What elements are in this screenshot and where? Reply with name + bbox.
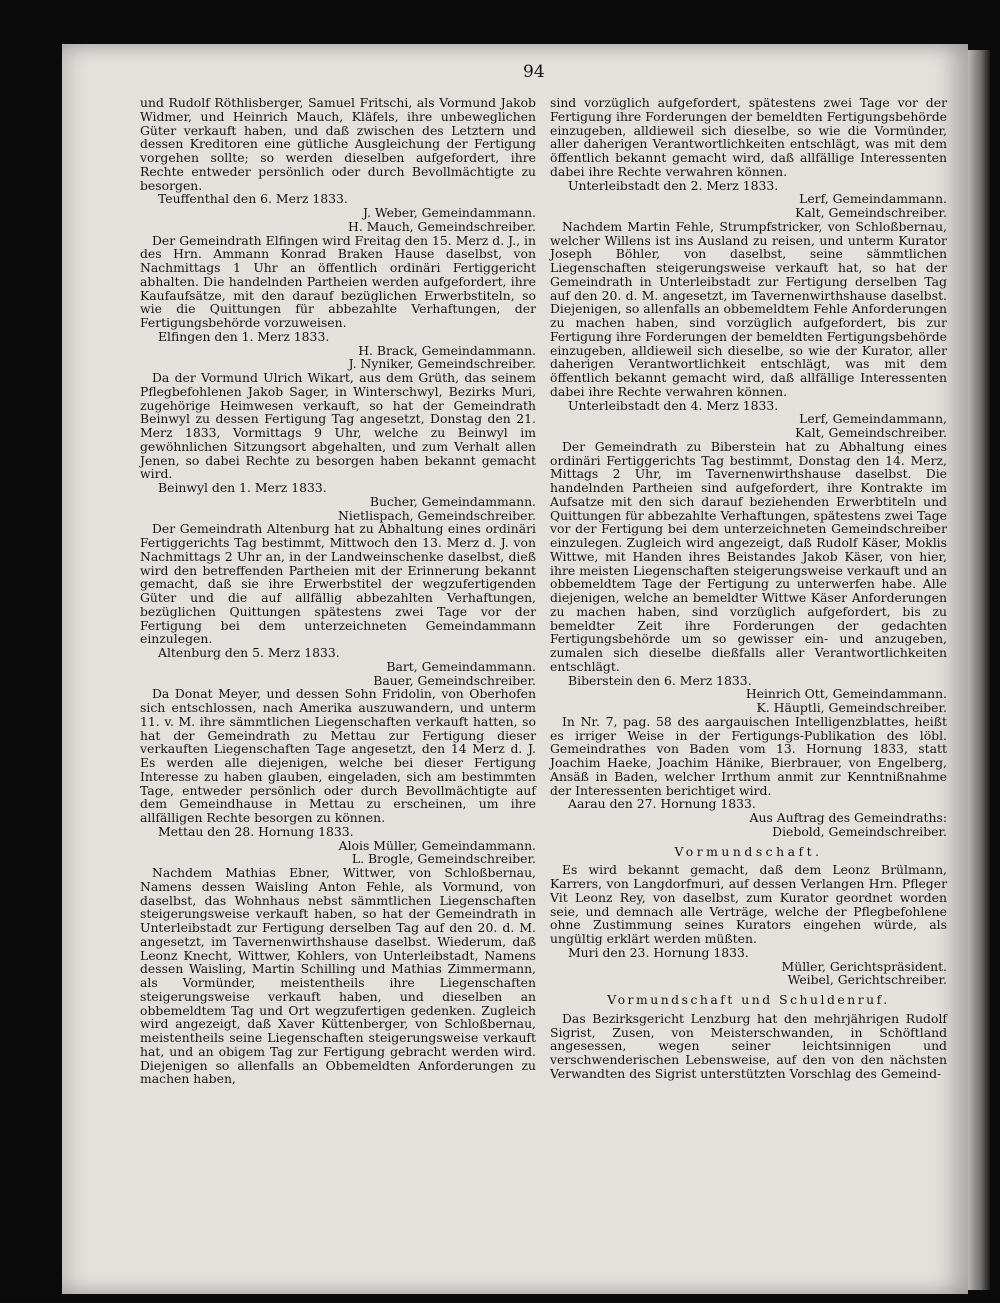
signature-ammann: Lerf, Gemeindammann. (799, 191, 947, 207)
notice-date: Beinwyl den 1. Merz 1833. (158, 480, 327, 495)
notice-text: sind vorzüglich aufgefordert, spätestens zwei Tage vor der Fertigung ihre Forderungen der bemeldten Fertigungsbehörde einzugeben, alldieweil sich dieselbe, so wie die Vormünder, aller daherigen Verantwortlichkeiten entschlägt, was mit dem öffentlich bekannt gemacht wird, daß allfällige Interessenten dabei ihre Rechte verwahren können. (550, 95, 947, 179)
notice-text: Nachdem Mathias Ebner, Wittwer, von Schloßbernau, Namens dessen Waisling Anton Fehle, als Vormund, von daselbst, das Wohnhaus nebst sämmtlichen Liegenschaften steigerungsweise verkauft haben, so hat der Gemeindrath in Unterleibstadt zur Fertigung derselben Tag auf den 20. d. M. angesetzt, im Tavernenwirthshause daselbst. Wiederum, daß Leonz Knecht, Wittwer, Kohlers, von Unterleibstadt, Namens dessen Waisling, Martin Schilling und Mathias Zimmermann, als Vormünder, meistentheils ihre Liegenschaften steigerungsweise verkauft haben, und dieselben an obbemeldtem Tag und Ort wegzufertigen gedenken. Zugleich wird angezeigt, daß Xaver Küttenberger, von Schloßbernau, meistentheils seine Liegenschaften steigerungsweise verkauft hat, und an obigem Tag zur Fertigung gebracht werden wird. Diejenigen so allenfalls an Obbemeldten Anforderungen zu machen haben, (140, 865, 536, 1087)
notice-text: Der Gemeindrath Elfingen wird Freitag den 15. Merz d. J., in des Hrn. Ammann Konrad Braken Hause daselbst, von Nachmittags 1 Uhr an öffentlich ordinäri Fertiggericht abhalten. Die handelnden Partheien werden aufgefordert, ihre Kaufaufsätze, mit den darauf bezüglichen Erwerbstiteln, so wie die Quittungen für abbezahlte Verhaftungen, der Fertigungsbehörde vorzuweisen. (140, 232, 536, 330)
signature-ammann: Alois Müller, Gemeindammann. (338, 837, 536, 853)
notice-date: Biberstein den 6. Merz 1833. (568, 672, 752, 688)
notice-date: Teuffenthal den 6. Merz 1833. (158, 191, 348, 207)
notice-date: Mettau den 28. Hornung 1833. (158, 823, 354, 839)
page-edge-shadow (968, 50, 990, 1290)
notice-text: Es wird bekannt gemacht, daß dem Leonz Brülmann, Karrers, von Langdorfmuri, auf dessen Verlangen Hrn. Pfleger Vit Leonz Rey, von daselbst, zum Kurator geordnet worden seie, und demnach alle Verträge, welche der Pflegbefohlene ohne Zustimmung seines Kurators eingehen würde, als ungültig erklärt werden müßten. (550, 862, 947, 946)
signature-praesident: Müller, Gerichtspräsident. (781, 958, 947, 974)
notice-date: Unterleibstadt den 2. Merz 1833. (568, 177, 779, 193)
notice-date: Elfingen den 1. Merz 1833. (158, 328, 330, 344)
signature-schreiber: Kalt, Gemeindschreiber. (795, 205, 947, 220)
signature-ammann: H. Brack, Gemeindammann. (358, 342, 536, 358)
signature-schreiber: Weibel, Gerichtschreiber. (787, 972, 947, 988)
notice-date: Altenburg den 5. Merz 1833. (158, 645, 340, 660)
signature-schreiber: L. Brogle, Gemeindschreiber. (351, 851, 536, 867)
signature-schreiber: J. Nyniker, Gemeindschreiber. (348, 356, 536, 372)
signature-ammann: Bart, Gemeindammann. (386, 658, 536, 674)
signature-schreiber: Kalt, Gemeindschreiber. (795, 425, 947, 440)
signature-schreiber: Diebold, Gemeindschreiber. (772, 823, 947, 839)
notice-text: Der Gemeindrath Altenburg hat zu Abhaltung eines ordinäri Fertiggerichts Tag bestimmt, Mittwoch den 13. Merz d. J. von Nachmittags 2 Uhr an, in der Landweinschenke daselbst, dieß wird den betreffenden Partheien mit der Erinnerung bekannt gemacht, daß sie ihre Erwerbstitel der wegzufertigenden Güter und die auf allfällig abbezahlten Verhaftungen, bezüglichen Quittungen spätestens zwei Tage vor der Fertigung bei dem unterzeichneten Gemeindammann einzulegen. (140, 521, 536, 647)
left-column (140, 96, 536, 1086)
page-number: 94 (523, 62, 545, 82)
signature-schreiber: Bauer, Gemeindschreiber. (373, 672, 536, 688)
notice-text: Der Gemeindrath zu Biberstein hat zu Abhaltung eines ordinäri Fertiggerichts Tag bestimmt, Donstag den 14. Merz, Mittags 2 Uhr, im Tavernenwirthshause daselbst. Die handelnden Partheien sind aufgefordert, ihre Kontrakte im Aufsatze mit den sich darauf beziehenden Erwerbtiteln und Quittungen für abbezahlte Verhaftungen, spätestens zwei Tage vor der Fertigung bei dem unterzeichneten Gemeindschreiber einzulegen. Zugleich wird angezeigt, daß Rudolf Käser, Moklis Wittwe, mit Handen ihres Beistandes Jakob Käser, von hier, ihre meisten Liegenschaften steigerungsweise verkauft und an obbemeldtem Tage der Fertigung zu unterwerfen habe. Alle diejenigen, welche an bemeldter Wittwe Käser Anforderungen zu machen haben, sind vorzüglich aufgefordert, bis zu bemeldter Zeit ihre Forderungen der gedachten Fertigungsbehörde um so gewisser ein- und anzugeben, zumalen sich dieselbe dießfalls aller Verantwortlichkeiten entschlägt. (550, 438, 947, 674)
signature-auftrag: Aus Auftrag des Gemeindraths: (749, 810, 947, 825)
notice-date: Aarau den 27. Hornung 1833. (568, 796, 756, 812)
notice-text: und Rudolf Röthlisberger, Samuel Fritschi, als Vormund Jakob Widmer, und Heinrich Mauch, Kläfels, ihre unbeweglichen Güter verkauft haben, und daß zwischen des Letztern und dessen Kreditoren eine gütliche Ausgleichung der Fertigung vorgehen sollte; so werden dieselben aufgefordert, ihre Rechte entweder persönlich oder durch Bevollmächtigte zu besorgen. (140, 95, 536, 193)
signature-schreiber: Nietlispach, Gemeindschreiber. (338, 507, 536, 523)
signature-ammann: Bucher, Gemeindammann. (369, 493, 536, 509)
notice-date: Muri den 23. Hornung 1833. (568, 944, 749, 960)
notice-text: Das Bezirksgericht Lenzburg hat den mehrjährigen Rudolf Sigrist, Zusen, von Meisterschwanden, in Schöftland angesessen, wegen seiner leichtsinnigen und verschwenderischen Lebensweise, auf den von den nächsten Verwandten des Sigrist unterstützten Vorschlag des Gemeind- (550, 1010, 947, 1081)
signature-ammann: Heinrich Ott, Gemeindammann. (745, 686, 947, 702)
notice-text: In Nr. 7, pag. 58 des aargauischen Intelligenzblattes, heißt es irriger Weise in der Fertigungs-Publikation des löbl. Gemeindrathes von Baden vom 13. Hornung 1833, statt Joachim Haeke, Joachim Hänike, Bierbrauer, von Engelberg, Ansäß in Baden, welcher Irrthum anmit zur Kenntnißnahme der Interessenten berichtiget wird. (550, 713, 947, 798)
signature-schreiber: K. Häuptli, Gemeindschreiber. (756, 700, 947, 715)
signature-ammann: Lerf, Gemeindammann, (799, 411, 947, 427)
notice-text: Da der Vormund Ulrich Wikart, aus dem Grüth, das seinem Pflegbefohlenen Jakob Sager, in Winterschwyl, Bezirks Muri, zugehörige Heimwesen verkauft, so hat der Gemeindrath Beinwyl zu dessen Fertigung Tag angesetzt, Donstag den 21. Merz 1833, Vormittags 9 Uhr, welche zu Beinwyl im gewöhnlichen Sitzungsort abgehalten, und zum Verhalt allen Jenen, so dabei Rechte zu besorgen haben bekannt gemacht wird. (140, 370, 536, 482)
notice-text: Da Donat Meyer, und dessen Sohn Fridolin, von Oberhofen sich entschlossen, nach Amerika auszuwandern, und unterm 11. v. M. ihre sämmtlichen Liegenschaften verkauft hatten, so hat der Gemeindrath zu Mettau zur Fertigung dieser verkauften Liegenschaften Tage angesetzt, den 14 Merz d. J. Es werden alle diejenigen, welche bei dieser Fertigung Interesse zu haben glauben, eingeladen, sich am bestimmten Tage, entweder persönlich oder durch Bevollmächtigte auf dem Gemeindhause in Mettau zu erscheinen, um ihre allfälligen Rechte besorgen zu können. (140, 686, 536, 825)
right-column (550, 96, 947, 1081)
notice-text: Nachdem Martin Fehle, Strumpfstricker, von Schloßbernau, welcher Willens ist ins Ausland zu reisen, und unterm Kurator Joseph Böhler, von daselbst, seine sämmtlichen Liegenschaften steigerungsweise verkauft hat, so hat der Gemeindrath in Unterleibstadt zur Fertigung derselben Tag auf den 20. d. M. angesetzt, im Tavernenwirthshause daselbst. Diejenigen, so allenfalls an obbemeldtem Fehle Anforderungen zu machen haben, sind vorzüglich aufgefordert, bis zur Fertigung ihre Forderungen der bemeldten Fertigungsbehörde einzugeben, alldieweil sich dieselbe, so wie der Kurator, aller daherigen Verantwortlichkeit entschlägt, was mit dem öffentlich bekannt gemacht wird, daß allfällige Interessenten dabei ihre Rechte verwahren können. (550, 218, 947, 399)
signature-ammann: J. Weber, Gemeindammann. (362, 205, 536, 220)
notice-date: Unterleibstadt den 4. Merz 1833. (568, 397, 779, 413)
signature-schreiber: H. Mauch, Gemeindschreiber. (348, 218, 536, 234)
section-heading: Vormundschaft. (674, 843, 823, 859)
section-heading: Vormundschaft und Schuldenruf. (607, 992, 890, 1007)
